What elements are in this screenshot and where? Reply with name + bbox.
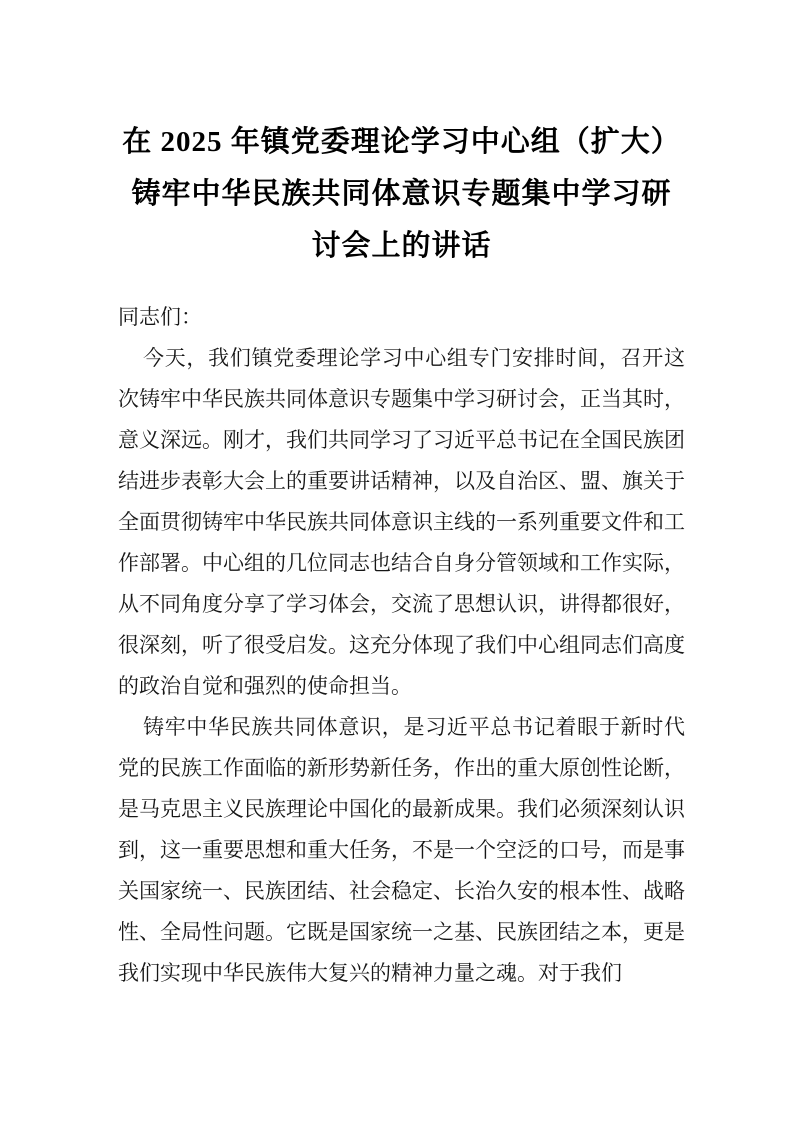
document-body [118, 297, 685, 994]
paragraph-significance: 铸牢中华民族共同体意识，是习近平总书记着眼于新时代党的民族工作面临的新形势新任务，作出的重大原创性论断，是马克思主义民族理论中国化的最新成果。我们必须深刻认识到，这一重要思想和重大任务，不是一个空泛的口号，而是事关国家统一、民族团结、社会稳定、长治久安的根本性、战略性、全局性问题。它既是国家统一之基、民族团结之本，更是我们实现中华民族伟大复兴的精神力量之魂。对于我们 [118, 715, 685, 985]
document-title [118, 116, 685, 272]
title-line-3: 讨会上的讲话 [311, 230, 492, 262]
paragraph-opening: 今天，我们镇党委理论学习中心组专门安排时间，召开这次铸牢中华民族共同体意识专题集中学习研讨会，正当其时，意义深远。刚才，我们共同学习了习近平总书记在全国民族团结进步表彰大会上的重要讲话精神，以及自治区、盟、旗关于全面贯彻铸牢中华民族共同体意识主线的一系列重要文件和工作部署。中心组的几位同志也结合自身分管领域和工作实际，从不同角度分享了学习体会，交流了思想认识，讲得都很好，很深刻，听了很受启发。这充分体现了我们中心组同志们高度的政治自觉和强烈的使命担当。 [118, 346, 685, 698]
salutation: 同志们： [118, 305, 202, 329]
title-line-1: 在 2025 年镇党委理论学习中心组（扩大） [122, 126, 681, 158]
document-content [118, 116, 685, 994]
title-line-2: 铸牢中华民族共同体意识专题集中学习研 [131, 178, 672, 210]
